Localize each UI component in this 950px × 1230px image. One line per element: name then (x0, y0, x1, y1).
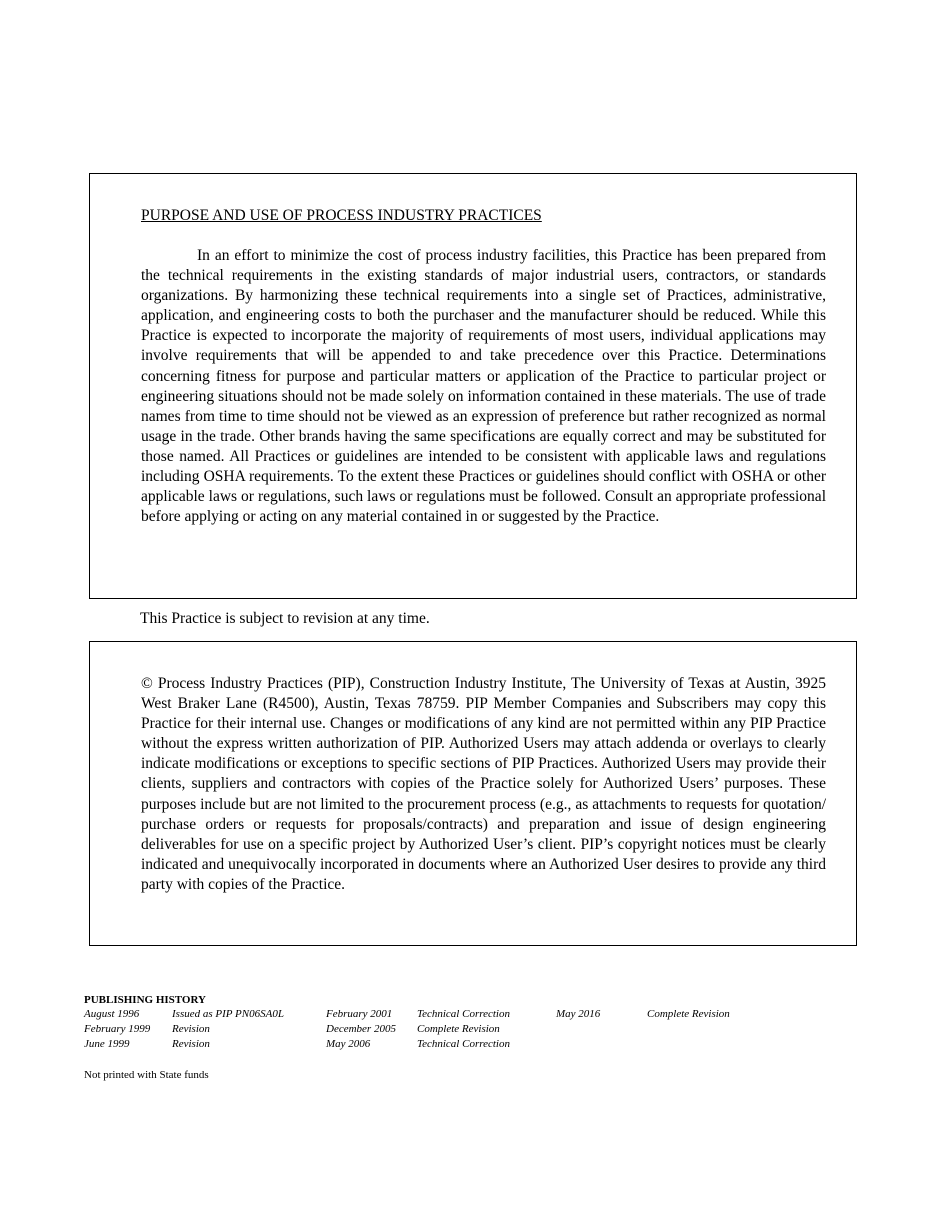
publishing-history (84, 993, 730, 1052)
purpose-paragraph: In an effort to minimize the cost of process industry facilities, this Practice has been prepared from the technical requirements in the existing standards of major industrial users, contractors, or standards organizations. By harmonizing these technical requirements into a single set of Practices, administrative, application, and engineering costs to both the purchaser and the manufacturer should be reduced. While this Practice is expected to incorporate the majority of requirements of most users, individual applications may involve requirements that will be appended to and take precedence over this Practice. Determinations concerning fitness for purpose and particular matters or application of the Practice to particular project or engineering situations should not be made solely on information contained in these materials. The use of trade names from time to time should not be viewed as an expression of preference but rather recognized as normal usage in the trade. Other brands having the same specifications are equally correct and may be substituted for those named. All Practices or guidelines are intended to be consistent with applicable laws and regulations including OSHA requirements. To the extent these Practices or guidelines should conflict with OSHA or other applicable laws or regulations, such laws or regulations must be followed. Consult an appropriate professional before applying or acting on any material contained in or suggested by the Practice. (141, 247, 826, 526)
history-row (84, 1007, 730, 1022)
revision-note: This Practice is subject to revision at any time. (140, 610, 430, 627)
history-date: May 2006 (326, 1038, 371, 1050)
history-date: February 1999 (84, 1023, 151, 1035)
history-action: Technical Correction (417, 1038, 510, 1050)
history-date: February 2001 (326, 1008, 393, 1020)
history-date: August 1996 (84, 1008, 140, 1020)
history-date: December 2005 (326, 1023, 396, 1035)
purpose-content (141, 206, 826, 527)
history-action: Revision (172, 1023, 210, 1035)
copyright-content (141, 674, 826, 895)
history-action: Revision (172, 1038, 210, 1050)
copyright-paragraph: © Process Industry Practices (PIP), Construction Industry Institute, The University of Texas at Austin, 3925 West Braker Lane (R4500), Austin, Texas 78759. PIP Member Companies and Subscribers may copy this Practice for their internal use. Changes or modifications of any kind are not permitted within any PIP Practice without the express written authorization of PIP. Authorized Users may attach addenda or overlays to clearly indicate modifications or exceptions to specific sections of PIP Practices. Authorized Users may provide their clients, suppliers and contractors with copies of the Practice solely for Authorized Users’ purposes. These purposes include but are not limited to the procurement process (e.g., as attachments to requests for quotation/ purchase orders or requests for proposals/contracts) and preparation and issue of design engineering deliverables for use on a specific project by Authorized User’s client. PIP’s copyright notices must be clearly indicated and unequivocally incorporated in documents where an Authorized User desires to provide any third party with copies of the Practice. (141, 675, 826, 893)
purpose-heading: PURPOSE AND USE OF PROCESS INDUSTRY PRACTICES (141, 207, 542, 224)
history-row (84, 1037, 510, 1052)
history-date: May 2016 (556, 1008, 601, 1020)
history-action: Complete Revision (647, 1008, 730, 1020)
purpose-box (89, 173, 857, 599)
history-action: Technical Correction (417, 1008, 510, 1020)
footer-note: Not printed with State funds (84, 1069, 209, 1081)
history-date: June 1999 (84, 1038, 130, 1050)
publishing-history-title: PUBLISHING HISTORY (84, 994, 206, 1006)
copyright-box (89, 641, 857, 946)
history-action: Complete Revision (417, 1023, 500, 1035)
history-action: Issued as PIP PN06SA0L (172, 1008, 284, 1020)
history-row (84, 1022, 500, 1037)
